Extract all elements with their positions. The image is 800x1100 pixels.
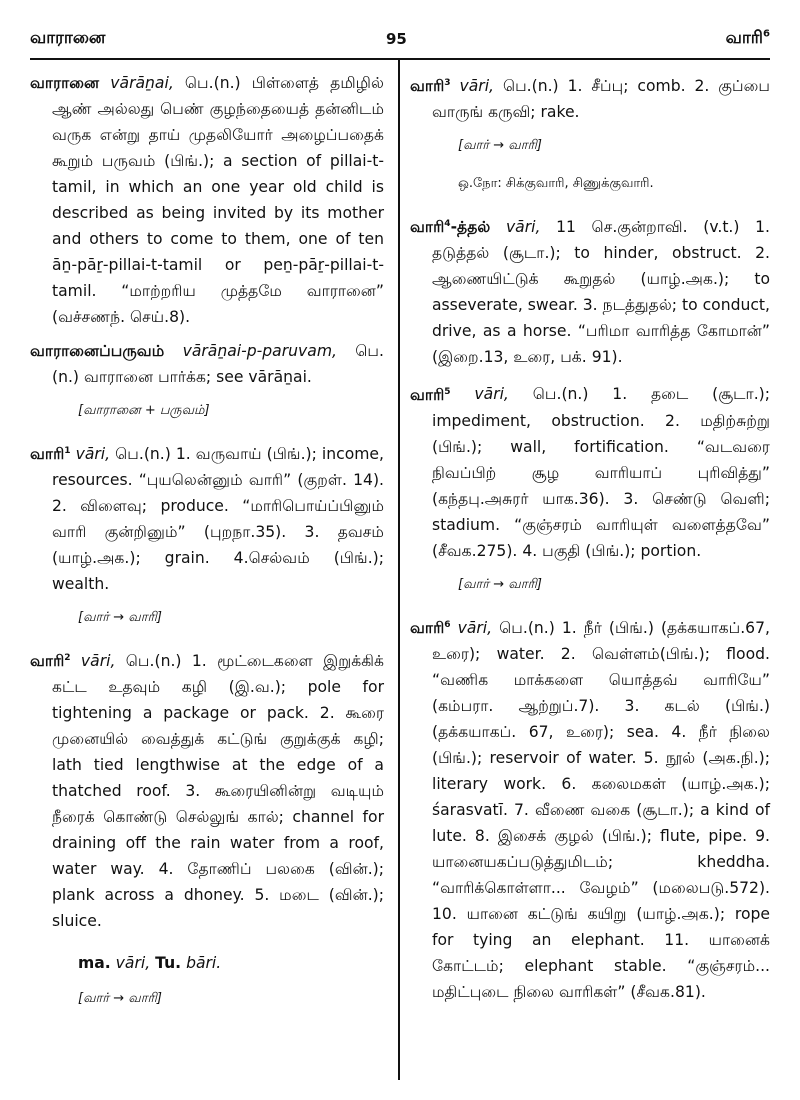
header-rule — [30, 58, 770, 60]
headword: வாரானைப்பருவம் — [30, 342, 165, 360]
transliteration: vāri, — [459, 77, 494, 96]
definition: பெ.(n.) 1. சீப்பு; comb. 2. குப்பை வாருங் கருவி; rake. — [432, 77, 771, 122]
entry-varanai-p-paruvam — [30, 338, 384, 390]
etymology: [வாரானை + பருவம்] — [78, 403, 210, 418]
definition: 11 செ.குன்றாவி. (v.t.) 1. தடுத்தல் (சூடா.); to hinder, obstruct. 2. ஆணையிட்டுக் கூறுதல் (யாழ்.அக.); to asseverate, swear. 3. நடத்துதல்; to conduct, drive, as a horse. “பரிமா வாரித்த கோமான்” (இறை.13, உரை, பக். 91). — [432, 218, 771, 367]
etymology: [வார் → வாரி] — [78, 991, 162, 1007]
definition: பெ.(n.) வாரானை பார்க்க; see vārāṉai. — [52, 342, 384, 386]
entry-vari-5 — [410, 378, 770, 563]
running-head-left: வாரானை — [30, 28, 106, 48]
etymology: [வார் → வாரி] — [458, 138, 542, 154]
page-number: 95 — [386, 30, 407, 48]
transliteration: vāri, — [457, 618, 493, 637]
headword: வாரானை — [30, 74, 100, 92]
headword: வாரி$^1$ — [30, 445, 71, 464]
transliteration: vāri, — [80, 652, 116, 671]
running-head-right: வாரி$^6$ — [725, 28, 770, 48]
column-divider — [398, 60, 400, 1080]
transliteration: vāri, — [505, 218, 541, 237]
transliteration: vārāṉai, — [110, 74, 174, 92]
headword: வாரி$^6$ — [410, 618, 451, 637]
entry-varanai — [30, 70, 384, 330]
definition: பெ.(n.) 1. நீர் (பிங்.) (தக்கயாகப்.67, உரை); water. 2. வெள்ளம்(பிங்.); flood. “வணிக மாக்களை யொத்தவ் வாரியே” (கம்பரா. ஆற்றுப்.7). 3. கடல் (பிங்.) (தக்கயாகப். 67, உரை); sea. 4. நீர் நிலை (பிங்.); reservoir of water. 5. நூல் (அக.நி.); literary work. 6. கலைமகள் (யாழ்.அக.); śarasvatī. 7. வீணை வகை (சூடா.); a kind of lute. 8. இசைக் குழல் (பிங்.); flute, pipe. 9. யானையகப்படுத்துமிடம்; kheddha. “வாரிக்கொள்ளா... வேழம்” (மலைபடு.572). 10. யானை கட்டுங் கயிறு (யாழ்.அக.); rope for tying an elephant. 11. யானைக் கோட்டம்; elephant stable. “குஞ்சரம்... மதிட்புடை நிலை வாரிகள்” (சீவக.81). — [432, 618, 770, 1001]
etymology: [வார் → வாரி] — [78, 610, 162, 626]
definition: பெ.(n.) பிள்ளைத் தமிழில் ஆண் அல்லது பெண் குழந்தையைத் தன்னிடம் வருக என்று தாய் முதலியோர் அழைப்பதைக் கூறும் பருவம் (பிங்.); a section of pillai-t-tamil, in which an one year old child is described as being invited by its mother and others to come to them, one of ten āṉ-pāṟ-pillai-t-tamil or peṉ-pāṟ-pillai-t-tamil. “மாற்றரிய முத்தமே வாரானை” (வச்சணந். செய்.8). — [52, 74, 384, 326]
left-column — [30, 70, 384, 1026]
definition: பெ.(n.) 1. மூட்டைகளை இறுக்கிக் கட்ட உதவும் கழி (இ.வ.); pole for tightening a package or pack. 2. கூரை முனையில் வைத்துக் கட்டுங் குறுக்குக் கழி; lath tied lengthwise at the edge of a thatched roof. 3. கூரையினின்று வடியும் நீரைக் கொண்டு செல்லுங் கால்; channel for draining off the rain water from a roof, water way. 4. தோணிப் பலகை (வின்.); plank across a dhoney. 5. மடை (வின்.); sluice. — [52, 652, 384, 931]
cross-reference: ஒ.நோ: சிக்குவாரி, சிணுக்குவாரி. — [458, 176, 654, 192]
cognates: ma. vāri, Tu. bāri. — [78, 954, 222, 973]
definition: பெ.(n.) 1. வருவாய் (பிங்.); income, resources. “புயலென்னும் வாரி” (குறள். 14). 2. விளைவு; produce. “மாரிபொய்ப்பினும் வாரி குன்றினும்” (புறநா.35). 3. தவசம் (யாழ்.அக.); grain. 4.செல்வம் (பிங்.); wealth. — [52, 445, 384, 594]
definition: பெ.(n.) 1. தடை (சூடா.); impediment, obstruction. 2. மதிற்சுற்று (பிங்.); wall, fortification. “வடவரை நிவப்பிற் சூழ வாரியாப் புரிவித்து” (கந்தபு.அசுரர் யாக.36). 3. செண்டு வெளி; stadium. “குஞ்சரம் வாரியுள் வளைத்தவே” (சீவக.275). 4. பகுதி (பிங்.); portion. — [432, 385, 771, 560]
headword: வாரி$^5$ — [410, 385, 451, 404]
entry-vari-1 — [30, 438, 384, 597]
transliteration: vāri, — [75, 445, 111, 464]
headword: வாரி$^2$ — [30, 652, 71, 671]
transliteration: vārāṉai-p-paruvam, — [182, 342, 337, 360]
etymology: [வார் → வாரி] — [458, 576, 542, 592]
headword: வாரி$^3$ — [410, 77, 451, 96]
entry-vari-2 — [30, 645, 384, 934]
entry-vari-3 — [410, 70, 770, 125]
entry-vari-6 — [410, 612, 770, 1005]
page-header — [0, 0, 800, 62]
entry-vari-4-ttal — [410, 211, 770, 370]
headword: வாரி$^4$-த்தல் — [410, 218, 491, 237]
right-column — [410, 70, 770, 1013]
transliteration: vāri, — [474, 385, 509, 404]
